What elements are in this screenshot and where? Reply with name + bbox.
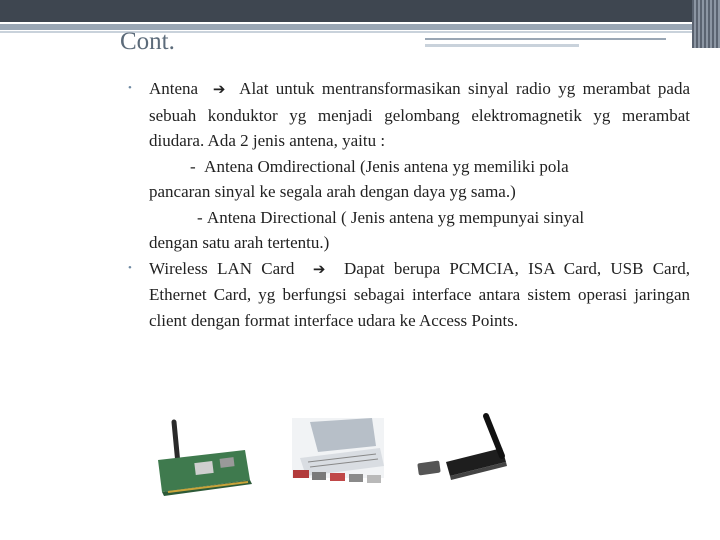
sub-dash: -: [190, 156, 196, 176]
sub-text-rest: dengan satu arah tertentu.): [149, 233, 330, 252]
right-arrow-icon: ➔: [312, 259, 326, 278]
bullet-antena: [128, 76, 690, 154]
header-rule-thick: [0, 24, 692, 30]
sub-item-omnidirectional: [128, 154, 690, 205]
sub-dash: -: [197, 207, 203, 227]
device-images: [150, 410, 530, 505]
bullet-dot-icon: •: [128, 82, 132, 94]
pci-wireless-card-image: [158, 422, 252, 496]
right-arrow-icon: ➔: [212, 80, 226, 98]
bullet-term: Wireless LAN Card: [149, 258, 295, 278]
sub-item-directional: [128, 205, 690, 256]
header-corner-stripes: [692, 0, 720, 48]
bullet-text: Alat untuk mentransformasikan sinyal radio yg merambat pada sebuah konduktor yg menjadi gelombang elektromagnetik yg merambat diudara. Ada 2 jenis antena, yaitu :: [149, 79, 691, 150]
bullet-term: Antena: [149, 79, 199, 98]
slide-body: [128, 76, 690, 333]
header-band: [0, 0, 720, 22]
accent-rule-1: [425, 38, 666, 40]
usb-wireless-adapter-image: [417, 416, 507, 480]
sub-text-rest: pancaran sinyal ke segala arah dengan daya yg sama.): [149, 182, 516, 201]
laptop-pcmcia-image: [292, 418, 384, 483]
sub-text-first: Antena Omdirectional (Jenis antena yg memiliki pola: [204, 156, 569, 176]
sub-text-first: Antena Directional ( Jenis antena yg mempunyai sinyal: [206, 207, 585, 227]
accent-rule-2: [425, 44, 579, 47]
header-rule-thin: [0, 31, 692, 33]
slide-title: Cont.: [120, 28, 175, 55]
bullet-wireless-lan-card: [128, 256, 690, 334]
bullet-text: Dapat berupa PCMCIA, ISA Card, USB Card, Ethernet Card, yg berfungsi sebagai interface antara sistem operasi jaringan client dengan format interface udara ke Access Points.: [149, 258, 691, 330]
bullet-dot-icon: •: [128, 261, 132, 274]
